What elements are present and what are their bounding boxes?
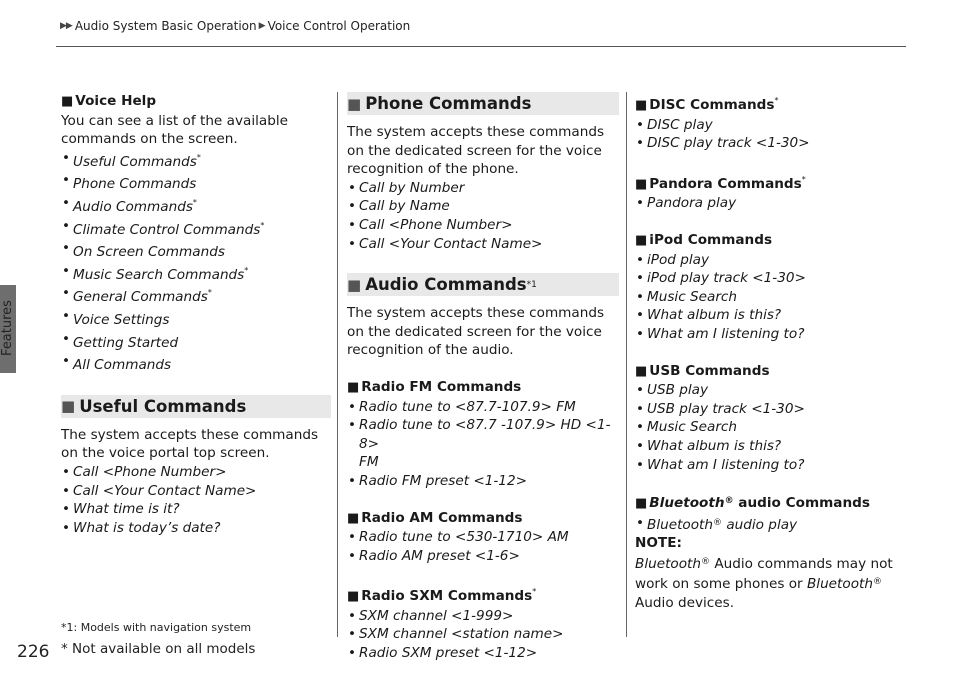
phone-commands-heading: ■ Phone Commands (347, 92, 619, 115)
usb-commands-heading: ■ USB Commands (635, 362, 770, 379)
list-item: • Climate Control Commands* (61, 217, 331, 240)
list-item: • Radio SXM preset <1-12> (347, 644, 619, 663)
header-rule (56, 46, 906, 47)
list-item: • Call <Phone Number> (61, 463, 331, 482)
ipod-commands-list (635, 251, 910, 344)
column-right (635, 92, 910, 613)
list-item: • What am I listening to? (635, 325, 910, 344)
list-item: • General Commands* (61, 284, 331, 307)
list-item-continued: FM (359, 454, 379, 471)
list-item: • DISC play (635, 116, 910, 135)
breadcrumb-arrow-icon: ▶▶ (60, 21, 72, 31)
audio-commands-text: The system accepts these commands on the dedicated screen for the voice recognition of the audio. (347, 305, 605, 359)
list-item: • iPod play (635, 251, 910, 270)
list-item: • Bluetooth® audio play (635, 514, 910, 535)
sidebar-label: Features (0, 300, 15, 356)
list-item: • All Commands (61, 352, 331, 375)
audio-commands-heading: ■ Audio Commands *1 (347, 273, 619, 296)
column-divider (626, 92, 627, 637)
list-item: • SXM channel <1-999> (347, 607, 619, 626)
pandora-commands-list (635, 194, 910, 213)
square-bullet-icon: ■ (635, 363, 648, 379)
note-label: NOTE: (635, 535, 682, 552)
square-bullet-icon: ■ (635, 98, 648, 113)
bluetooth-commands-heading: ■ Bluetooth® audio Commands (635, 495, 870, 512)
list-item: • Radio tune to <530-1710> AM (347, 528, 619, 547)
square-bullet-icon: ■ (635, 496, 648, 512)
radio-fm-heading: ■ Radio FM Commands (347, 378, 522, 395)
voice-help-text: You can see a list of the available commands on the screen. (61, 112, 288, 148)
list-item: • Radio AM preset <1-6> (347, 547, 619, 566)
voice-help-list (61, 149, 331, 375)
column-left (61, 92, 331, 537)
list-item: • Radio tune to <87.7-107.9> FM (347, 398, 619, 417)
square-bullet-icon: ■ (61, 397, 76, 416)
square-bullet-icon: ■ (635, 176, 648, 192)
list-item: • USB play track <1-30> (635, 400, 910, 419)
list-item: • Music Search Commands* (61, 262, 331, 285)
footnote-available: * Not available on all models (61, 641, 256, 657)
phone-commands-list (347, 179, 619, 253)
list-item: • What is today’s date? (61, 519, 331, 538)
breadcrumb (60, 19, 410, 33)
radio-am-heading: ■ Radio AM Commands (347, 509, 523, 526)
phone-commands-text: The system accepts these commands on the dedicated screen for the voice recognition of the phone. (347, 124, 605, 178)
disc-commands-list (635, 116, 910, 153)
list-item: • Radio tune to <87.7 -107.9> HD <1-8> (347, 416, 619, 453)
list-item: • Phone Commands (61, 171, 331, 194)
list-item: • SXM channel <station name> (347, 625, 619, 644)
column-divider (337, 92, 338, 637)
list-item: • Music Search (635, 288, 910, 307)
square-bullet-icon: ■ (347, 510, 360, 526)
list-item: • What time is it? (61, 500, 331, 519)
list-item: • Getting Started (61, 330, 331, 353)
list-item: • Call by Number (347, 179, 619, 198)
disc-commands-heading: ■ DISC Commands* (635, 96, 779, 113)
list-item: • Call <Your Contact Name> (347, 235, 619, 254)
page-number: 226 (17, 642, 50, 662)
list-item: • What album is this? (635, 306, 910, 325)
list-item: • Call <Your Contact Name> (61, 482, 331, 501)
voice-help-heading: ■ Voice Help (61, 93, 157, 109)
square-bullet-icon: ■ (61, 94, 74, 109)
list-item: • Useful Commands* (61, 149, 331, 172)
list-item: • What album is this? (635, 437, 910, 456)
radio-am-list (347, 528, 619, 565)
square-bullet-icon: ■ (347, 94, 362, 113)
list-item: • What am I listening to? (635, 456, 910, 475)
note-text: Bluetooth® Audio commands may not work on some phones or Bluetooth® Audio devices. (635, 555, 893, 612)
list-item: • Voice Settings (61, 307, 331, 330)
breadcrumb-parent[interactable]: Audio System Basic Operation (74, 19, 257, 33)
list-item: • Audio Commands* (61, 194, 331, 217)
ipod-commands-heading: ■ iPod Commands (635, 231, 773, 248)
list-item: • On Screen Commands (61, 239, 331, 262)
list-item: • Call by Name (347, 197, 619, 216)
radio-sxm-list (347, 607, 619, 663)
useful-commands-text: The system accepts these commands on the voice portal top screen. (61, 426, 319, 462)
list-item: • Radio FM preset <1-12> (347, 472, 619, 491)
list-item: • USB play (635, 381, 910, 400)
column-middle (347, 92, 619, 663)
list-item: • Music Search (635, 418, 910, 437)
useful-commands-list (61, 463, 331, 537)
breadcrumb-current: Voice Control Operation (267, 19, 411, 33)
usb-commands-list (635, 381, 910, 474)
square-bullet-icon: ■ (347, 275, 362, 294)
breadcrumb-arrow-icon: ▶ (258, 21, 265, 31)
list-item: • DISC play track <1-30> (635, 134, 910, 153)
list-item: • Call <Phone Number> (347, 216, 619, 235)
useful-commands-heading: ■ Useful Commands (61, 395, 331, 418)
footnote-models: *1: Models with navigation system (61, 621, 252, 634)
square-bullet-icon: ■ (347, 589, 360, 605)
square-bullet-icon: ■ (347, 379, 360, 395)
list-item: • Pandora play (635, 194, 910, 213)
square-bullet-icon: ■ (635, 232, 648, 248)
pandora-commands-heading: ■ Pandora Commands* (635, 174, 806, 192)
list-item: • iPod play track <1-30> (635, 269, 910, 288)
radio-sxm-heading: ■ Radio SXM Commands* (347, 587, 537, 605)
